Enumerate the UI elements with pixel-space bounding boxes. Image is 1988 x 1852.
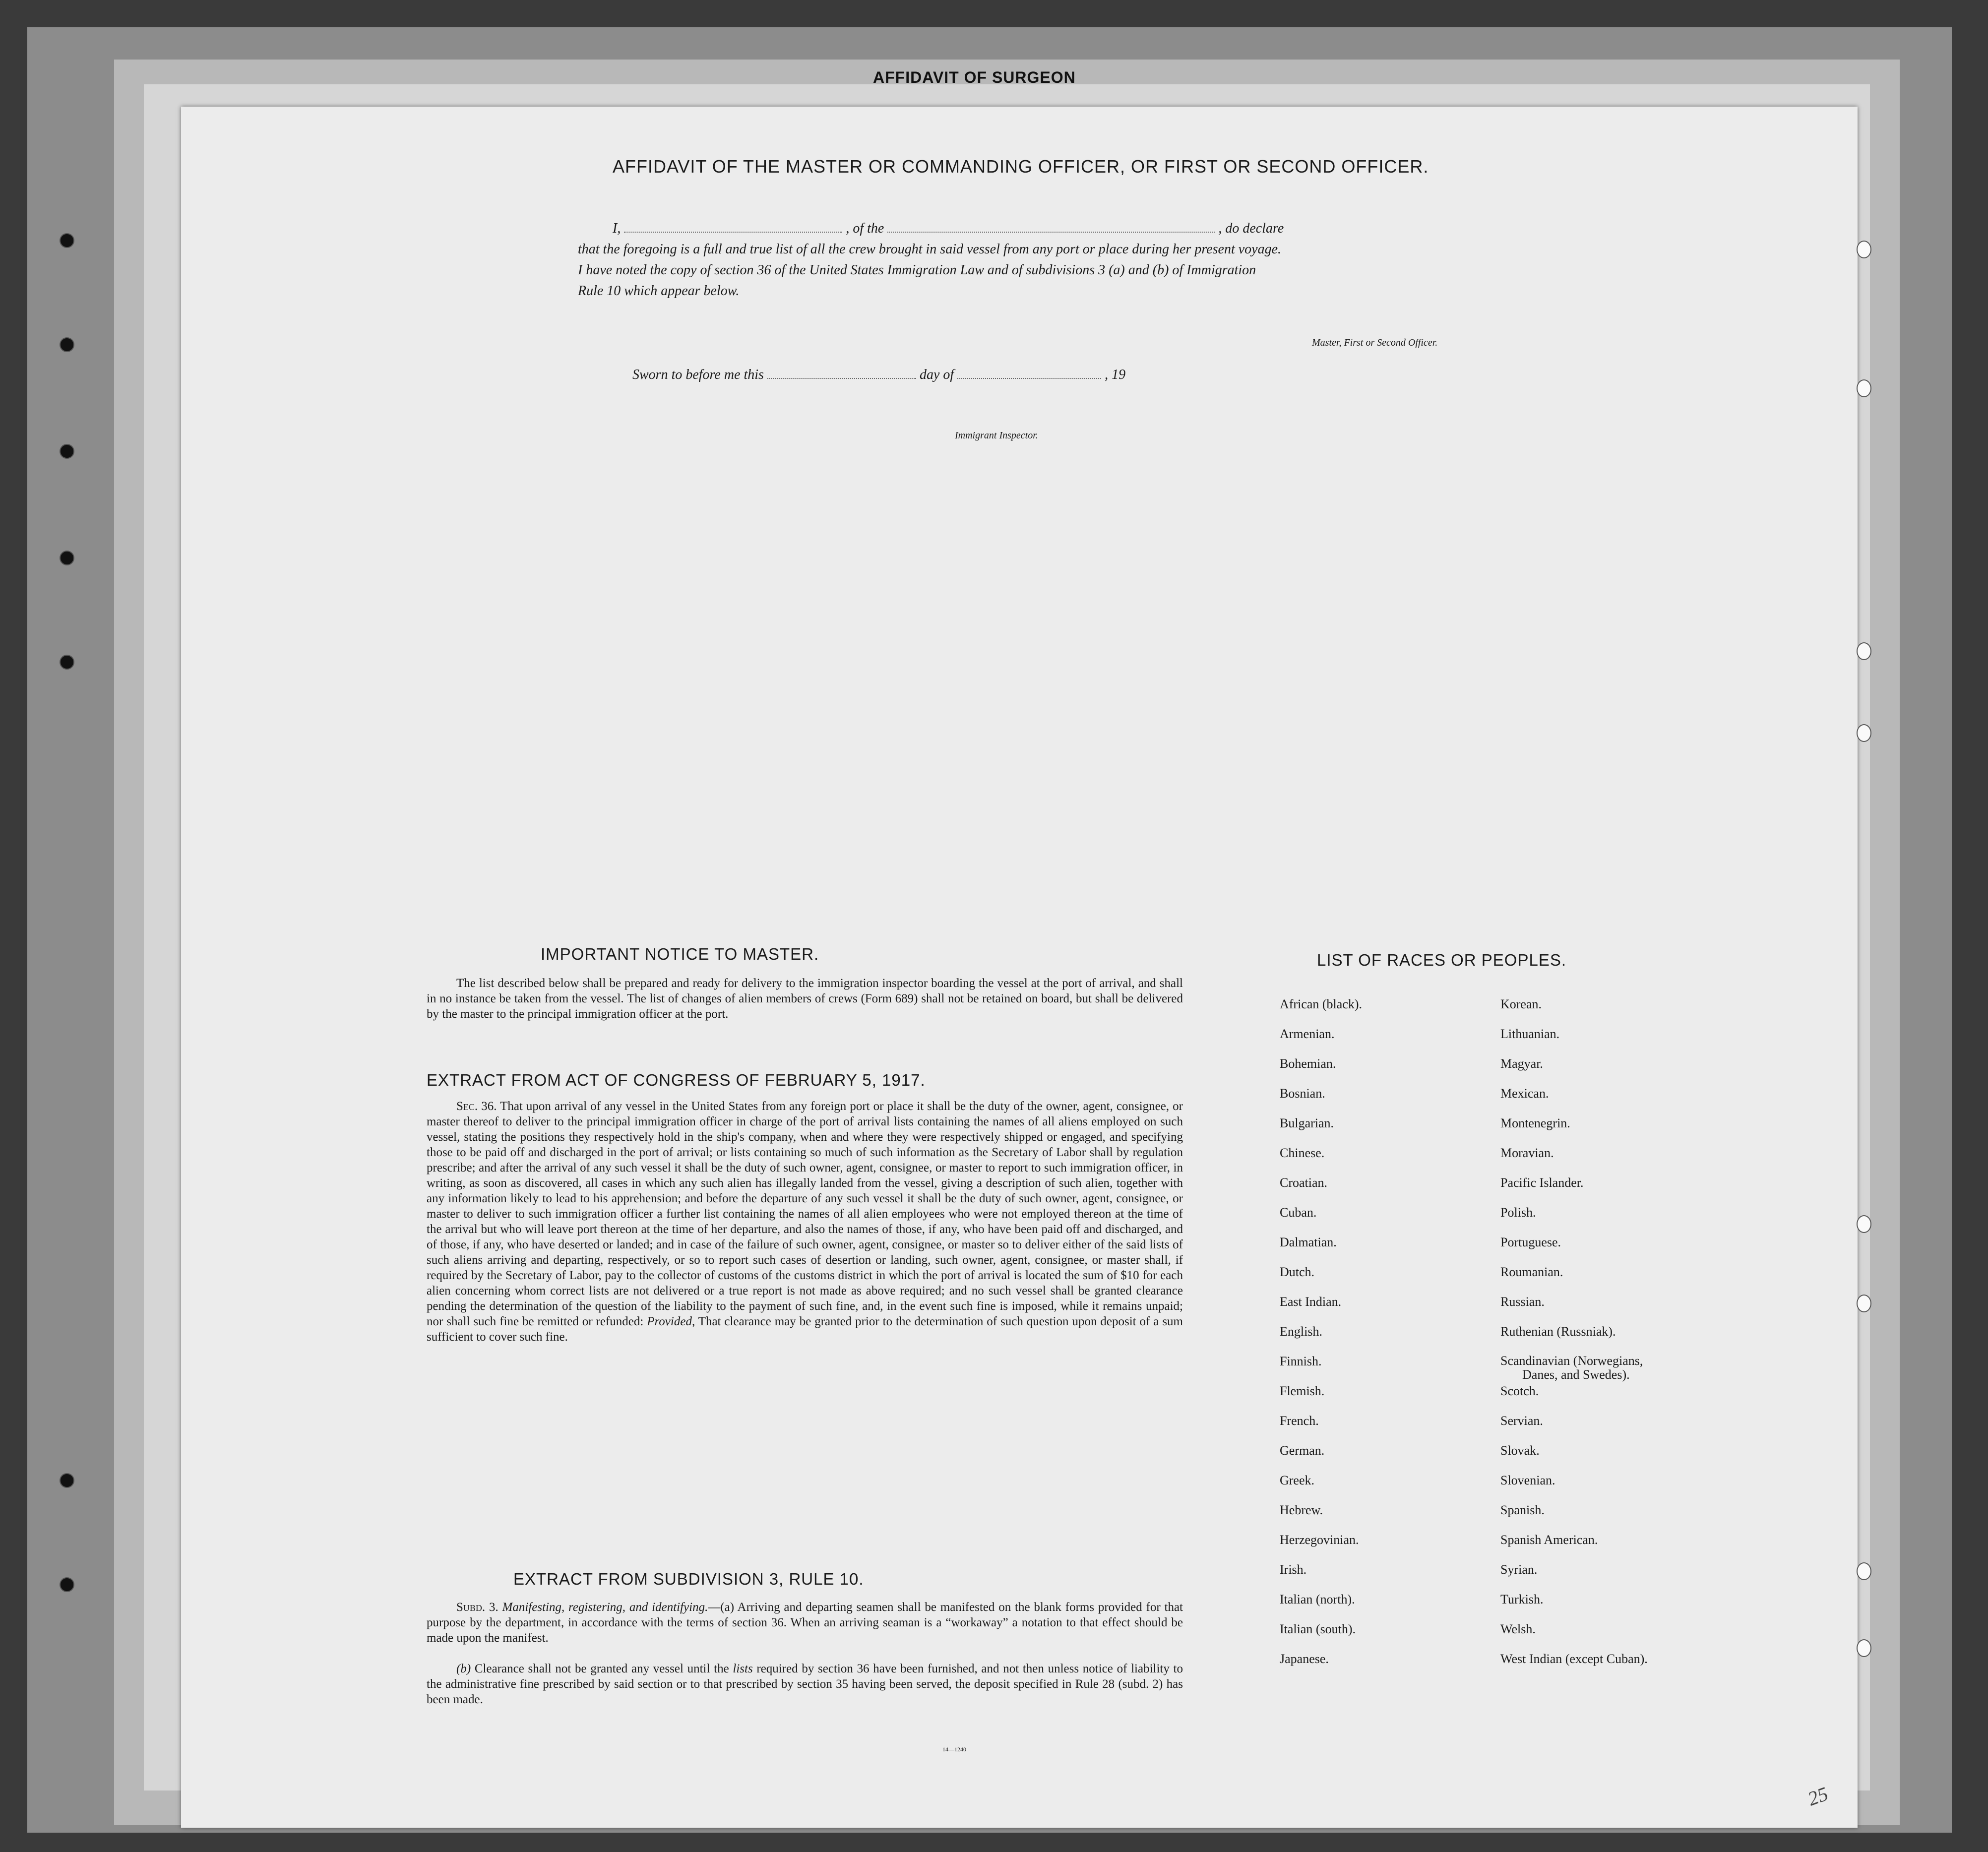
race-item: Spanish American.	[1500, 1533, 1598, 1547]
binder-hole-icon	[1857, 642, 1871, 660]
declaration-i: I,	[613, 221, 621, 236]
race-item: Greek.	[1280, 1473, 1315, 1487]
race-item: Croatian.	[1280, 1175, 1328, 1190]
para-b-part2: required by section 36 have been furnished, and not then unless notice of liability to the administrative fine prescribed by said section or to that prescribed by section 35 having been served, the deposit specified in Rule 28 (subd. 2) has been made.	[427, 1662, 1183, 1706]
provided-text: That clearance may be granted prior to the determination of such question upon deposit of a sum sufficient to cover such fine.	[427, 1315, 1183, 1344]
rule-para-a	[427, 1600, 1183, 1646]
rule-para-b	[427, 1661, 1183, 1707]
race-item: Roumanian.	[1500, 1265, 1563, 1279]
race-item: Japanese.	[1280, 1652, 1329, 1666]
race-item: Moravian.	[1500, 1146, 1554, 1160]
binder-hole-icon	[1857, 1639, 1871, 1657]
binder-hole-icon	[60, 1577, 74, 1592]
race-item: Servian.	[1500, 1414, 1543, 1428]
race-item-line: Danes, and Swedes).	[1522, 1367, 1630, 1382]
race-item: Dutch.	[1280, 1265, 1315, 1279]
section-36-body: That upon arrival of any vessel in the United States from any foreign port or place it shall be the duty of the owner, agent, consignee, or master thereof to deliver to the principal immigration officer in charge of the port of arrival lists containing the names of all aliens employed on such vessel, stating the positions they respectively hold in the ship's company, when and where they were respectively shipped or engaged, and specifying those to be paid off and discharged in the port of arrival; or lists containing so much of such information as the Secretary of Labor shall by regulation prescribe; and after the arrival of any such vessel it shall be the duty of such owner, agent, consignee, or master to report to such immigration officer, in writing, as soon as discovered, all cases in which any such alien has illegally landed from the vessel, giving a description of such alien, together with any information likely to lead to his apprehension; and before the departure of any such vessel it shall be the duty of such owner, agent, consignee, or master to deliver to such immigration officer a further list containing the names of all alien employees who were not employed thereon at the time of the arrival but who will leave port thereon at the time of her departure, and also the names of those, if any, who have been paid off and discharged, and of those, if any, who have deserted or landed; and in case of the failure of such owner, agent, consignee, or master so to deliver either of the said lists of such aliens arriving and departing, respectively, or so to report such cases of desertion or landing, such owner, agent, consignee, or master shall, if required by the Secretary of Labor, pay to the collector of customs of the customs district in which the port of arrival is located the sum of $10 for each alien concerning whom correct lists are not delivered or a true report is not made as above required; and no such vessel shall be granted clearance pending the determination of the question of the liability to the payment of such fine, and, in the event such fine is imposed, while it remains unpaid; nor shall such fine be remitted or refunded:	[427, 1100, 1183, 1328]
binder-hole-icon	[60, 444, 74, 459]
binder-hole-icon	[1857, 724, 1871, 742]
binder-hole-icon	[60, 337, 74, 352]
race-item: Turkish.	[1500, 1592, 1544, 1606]
race-item: Portuguese.	[1500, 1235, 1561, 1249]
rule-para-a-text: —(a) Arriving and departing seamen shall be manifested on the blank forms provided for that purpose by the department, in accordance with the terms of section 36. When an arriving seaman is a “workaway” a notation to that effect should be made upon the manifest.	[427, 1601, 1183, 1645]
provided-label: Provided,	[647, 1315, 695, 1328]
race-item: Finnish.	[1280, 1354, 1322, 1368]
race-item: Montenegrin.	[1500, 1116, 1570, 1130]
sworn-year: , 19	[1105, 367, 1126, 382]
day-blank	[767, 367, 916, 379]
form-number: 14—1240	[942, 1746, 966, 1753]
race-item: Bohemian.	[1280, 1056, 1336, 1071]
race-item: Bosnian.	[1280, 1086, 1325, 1101]
notice-text: The list described below shall be prepared and ready for delivery to the immigration inspector boarding the vessel at the port of arrival, and shall in no instance be taken from the vessel. The list of changes of alien members of crews (Form 689) shall not be retained on board, but shall be delivered by the master to the principal immigration officer at the port.	[427, 977, 1183, 1021]
race-item: Scotch.	[1500, 1384, 1539, 1398]
binder-hole-icon	[60, 655, 74, 670]
race-item: Russian.	[1500, 1295, 1545, 1309]
race-item: Mexican.	[1500, 1086, 1549, 1101]
declaration-of-the: , of the	[846, 221, 884, 236]
para-b-lists: lists	[733, 1662, 753, 1675]
races-right-column	[1500, 997, 1648, 1681]
sworn-day-of: day of	[919, 367, 954, 382]
race-item: Chinese.	[1280, 1146, 1325, 1160]
race-item: Italian (south).	[1280, 1622, 1356, 1636]
races-left-column	[1280, 997, 1362, 1681]
section-label: Sec. 36.	[456, 1100, 497, 1113]
sworn-line	[632, 367, 1125, 383]
binder-hole-icon	[1857, 379, 1871, 397]
race-item: Slovak.	[1500, 1443, 1540, 1458]
sworn-prefix: Sworn to before me this	[632, 367, 764, 382]
race-item: Hebrew.	[1280, 1503, 1323, 1517]
declaration-line: that the foregoing is a full and true list of all the crew brought in said vessel from any port or place during her present voyage.	[578, 242, 1282, 257]
race-item: Cuban.	[1280, 1205, 1317, 1220]
race-item: West Indian (except Cuban).	[1500, 1652, 1648, 1666]
race-item: Flemish.	[1280, 1384, 1325, 1398]
race-item: Welsh.	[1500, 1622, 1536, 1636]
extract-rule-title: EXTRACT FROM SUBDIVISION 3, RULE 10.	[513, 1570, 864, 1588]
binder-hole-icon	[1857, 1562, 1871, 1580]
race-item: Polish.	[1500, 1205, 1536, 1220]
subd-label: Subd. 3.	[456, 1601, 498, 1614]
race-item: Slovenian.	[1500, 1473, 1555, 1487]
race-item: Pacific Islander.	[1500, 1175, 1584, 1190]
section-36-text	[427, 1099, 1183, 1345]
race-item: English.	[1280, 1324, 1322, 1339]
race-item: African (black).	[1280, 997, 1363, 1011]
manifest-page	[181, 107, 1858, 1828]
notice-title: IMPORTANT NOTICE TO MASTER.	[541, 945, 819, 963]
handwritten-page-number: 25	[1804, 1782, 1831, 1810]
master-signature-label: Master, First or Second Officer.	[1312, 337, 1438, 348]
race-item: Herzegovinian.	[1280, 1533, 1359, 1547]
month-blank	[957, 367, 1101, 379]
vessel-blank	[887, 221, 1215, 233]
name-blank	[624, 221, 842, 233]
para-b-part1: Clearance shall not be granted any vessel until the	[474, 1662, 729, 1675]
race-item: Irish.	[1280, 1562, 1307, 1577]
binder-hole-icon	[1857, 1295, 1871, 1312]
races-title: LIST OF RACES OR PEOPLES.	[1317, 951, 1567, 969]
race-item: French.	[1280, 1414, 1319, 1428]
para-b-label: (b)	[456, 1662, 471, 1675]
declaration-declare: , do declare	[1218, 221, 1284, 236]
race-item: Ruthenian (Russniak).	[1500, 1324, 1616, 1339]
race-item: German.	[1280, 1443, 1325, 1458]
declaration-line: Rule 10 which appear below.	[578, 283, 740, 299]
race-item: Korean.	[1500, 997, 1542, 1011]
race-item: Syrian.	[1500, 1562, 1538, 1577]
affidavit-title: AFFIDAVIT OF THE MASTER OR COMMANDING OFFICER, OR FIRST OR SECOND OFFICER.	[613, 156, 1429, 177]
subd-heading: Manifesting, registering, and identifying.	[502, 1601, 708, 1614]
race-item-line: Scandinavian (Norwegians,	[1500, 1354, 1643, 1368]
inspector-signature-label: Immigrant Inspector.	[955, 430, 1038, 441]
declaration-line	[613, 221, 1284, 237]
binder-hole-icon	[1857, 1215, 1871, 1233]
binder-hole-icon	[60, 1473, 74, 1488]
race-item: Italian (north).	[1280, 1592, 1355, 1606]
race-item: Armenian.	[1280, 1027, 1335, 1041]
declaration-line: I have noted the copy of section 36 of the United States Immigration Law and of subdivisions 3 (a) and (b) of Immigration	[578, 262, 1256, 278]
binder-hole-icon	[60, 551, 74, 565]
race-item: Bulgarian.	[1280, 1116, 1334, 1130]
race-item: Magyar.	[1500, 1056, 1543, 1071]
binder-hole-icon	[1857, 241, 1871, 258]
race-item: Lithuanian.	[1500, 1027, 1560, 1041]
race-item	[1500, 1354, 1648, 1384]
race-item: Spanish.	[1500, 1503, 1545, 1517]
extract-act-title: EXTRACT FROM ACT OF CONGRESS OF FEBRUARY 5, 1917.	[427, 1071, 926, 1089]
race-item: East Indian.	[1280, 1295, 1342, 1309]
surgeon-affidavit-header: AFFIDAVIT OF SURGEON	[873, 68, 1076, 86]
race-item: Dalmatian.	[1280, 1235, 1337, 1249]
binder-hole-icon	[60, 233, 74, 248]
